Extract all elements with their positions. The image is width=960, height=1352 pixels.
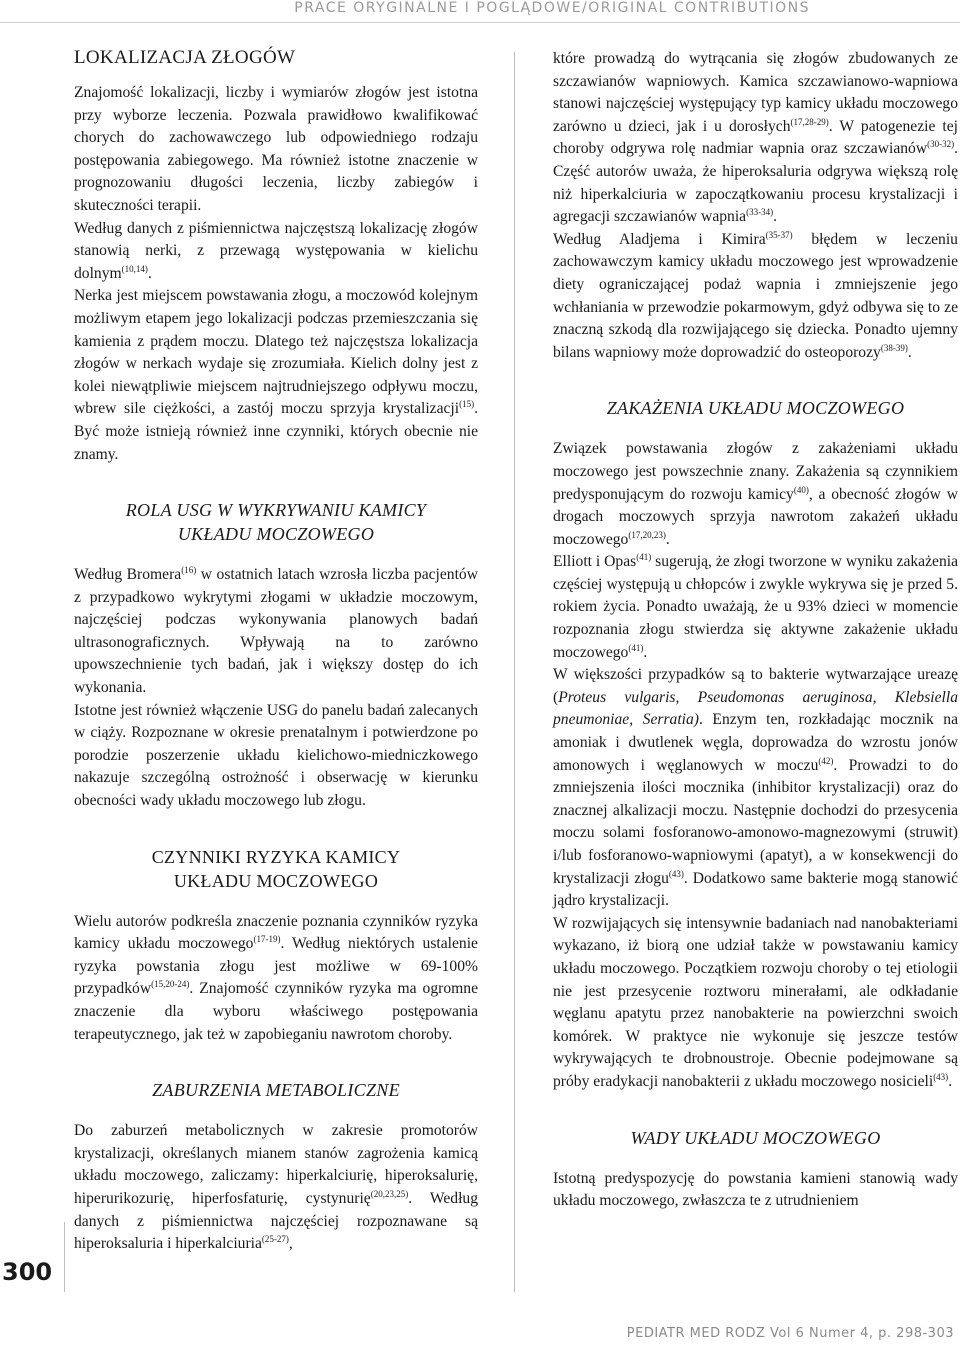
paragraph: W większości przypadków są to bakterie wytwarzające ureazę (Proteus vulgaris, Pseudomonas aeruginosa, Klebsiella pneumoniae, Serratia). Enzym ten, rozkładając mocznik na amoniak i dwutlenek węgla, doprowadza do wzrostu jonów amonowych i węglanowych w moczu$^{(42)}$. Prowadzi to do zmniejszenia ilości mocznika (inhibitor krystalizacji) oraz do znacznej alkalizacji moczu. Następnie dochodzi do przesycenia moczu solami fosforanowo-amonowo-magnezowymi (struwit) i/lub fosforanowo-wapniowymi (apatyt), a w konsekwencji do krystalizacji złogu$^{(43)}$. Dodatkowo same bakterie mogą stanowić jądro krystalizacji.	[553, 666, 959, 910]
paragraph: Wielu autorów podkreśla znaczenie poznania czynników ryzyka kamicy układu moczowego$^{(17-19)}$. Według niektórych ustalenie ryzyka powstania złogu jest możliwe w 69-100% przypadków$^{(15,20-24)}$. Znajomość czynników ryzyka ma ogromne znaczenie dla wyboru właściwego postępowania terapeutycznego, jak też w zapobieganiu nawrotom choroby.	[74, 912, 478, 1043]
citation-ref: (16)	[181, 565, 197, 576]
paragraph: Według danych z piśmiennictwa najczęstszą lokalizację złogów stanowią nerki, z przewagą występowania w kielichu dolnym$^{(10,14)}$.	[74, 219, 478, 282]
section-heading-zaburzenia: ZABURZENIA METABOLICZNE	[152, 1080, 400, 1101]
citation-ref: (42)	[818, 755, 834, 766]
citation-ref: (41)	[636, 552, 652, 563]
citation-ref: (43)	[933, 1071, 949, 1082]
page-number: 300	[2, 1258, 53, 1286]
section-heading-lokalizacja: LOKALIZACJA ZŁOGÓW	[74, 47, 296, 68]
citation-ref: (40)	[793, 484, 809, 495]
citation-ref: (20,23,25)	[370, 1188, 409, 1199]
section-heading-zakazenia: ZAKAŻENIA UKŁADU MOCZOWEGO	[606, 398, 905, 419]
left-column	[74, 46, 478, 1256]
right-column	[553, 48, 958, 1213]
citation-ref: (30-32)	[927, 139, 955, 150]
citation-ref: (17-19)	[253, 934, 281, 945]
paragraph: Nerka jest miejscem powstawania złogu, a moczowód kolejnym możliwym etapem jego lokalizacji podczas przemieszczania się kamienia z prądem moczu. Dlatego też najczęstsza lokalizacja złogów w nerkach wydaje się zrozumiała. Kielich dolny jest z kolei niewątpliwie miejscem najtrudniejszego odpływu moczu, wbrew sile ciężkości, a zastój moczu sprzyja krystalizacji$^{(15)}$. Być może istnieją również inne czynniki, których obecnie nie znamy.	[74, 287, 478, 463]
citation-ref: (43)	[668, 868, 684, 879]
paragraph: Według Bromera$^{(16)}$ w ostatnich latach wzrosła liczba pacjentów z przypadkowo wykrytymi złogami w układzie moczowym, najczęściej podczas wykonywania planowych badań ultrasonograficznych. Wpływają na to zarówno upowszechnienie tych badań, jak i większy dostęp do ich wykonania.	[74, 565, 478, 697]
paragraph: Elliott i Opas$^{(41)}$ sugerują, że złogi tworzone w wyniku zakażenia częściej występują u chłopców i zwykle wykrywa się je przed 5. rokiem życia. Ponadto uważają, że u 93% dzieci w momencie rozpoznania złogu stwierdza się aktywne zakażenie układu moczowego$^{(41)}$.	[553, 552, 958, 661]
citation-ref: (35-37)	[765, 229, 793, 240]
citation-ref: (33-34)	[746, 207, 774, 218]
paragraph: Do zaburzeń metabolicznych w zakresie promotorów krystalizacji, określanych mianem stanów zagrożenia kamicą układu moczowego, zaliczamy: hiperkalciurię, hiperoksalurię, hiperurikozurię, hiperfosfaturię, cystynurię$^{(20,23,25)}$. Według danych z piśmiennictwa najczęściej rozpoznawane są hiperoksaluria i hiperkalciuria$^{(25-27)}$,	[74, 1122, 478, 1253]
paragraph: W rozwijających się intensywnie badaniach nad nanobakteriami wykazano, iż biorą one udział także w powstawaniu kamicy układu moczowego. Początkiem rozwoju choroby o tej etiologii nie jest przesycenie roztworu minerałami, ale odkładanie węglanu apatytu przez nanobakterie na powierzchni swoich komórek. W praktyce nie wykonuje się jeszcze testów wykrywających te drobnoustroje. Obecnie podejmowane są próby eradykacji nanobakterii z układu moczowego nosicieli$^{(43)}$.	[553, 914, 958, 1090]
column-divider	[514, 52, 515, 1292]
paragraph: Związek powstawania złogów z zakażeniami układu moczowego jest powszechnie znany. Zakażenia są czynnikiem predysponującym do rozwoju kamicy$^{(40)}$, a obecność złogów w drogach moczowych sprzyja nawrotom zakażeń układu moczowego$^{(17,20,23)}$.	[553, 440, 958, 548]
footer-citation: PEDIATR MED RODZ Vol 6 Numer 4, p. 298-303	[626, 1326, 954, 1341]
citation-ref: (17,28-29)	[790, 116, 829, 127]
running-header: PRACE ORYGINALNE I POGLĄDOWE/ORIGINAL CONTRIBUTIONS	[294, 0, 810, 16]
paragraph: Według Aladjema i Kimira$^{(35-37)}$ błędem w leczeniu zachowawczym kamicy układu moczowego jest wprowadzenie diety ograniczającej podaż wapnia i zmniejszenie jego wchłaniania w przewodzie pokarmowym, gdyż odbywa się to ze znaczną szkodą dla rozwijającego się dziecka. Ponadto ujemny bilans wapniowy może doprowadzić do osteoporozy$^{(38-39)}$.	[553, 229, 958, 361]
citation-ref: (25-27)	[261, 1234, 289, 1245]
section-heading-czynniki: CZYNNIKI RYZYKA KAMICY UKŁADU MOCZOWEGO	[151, 846, 401, 891]
citation-ref: (10,14)	[121, 263, 148, 274]
citation-ref: (15,20-24)	[151, 979, 190, 990]
citation-ref: (15)	[459, 399, 475, 410]
section-heading-usg: ROLA USG W WYKRYWANIU KAMICY UKŁADU MOCZOWEGO	[125, 500, 427, 545]
citation-ref: (41)	[628, 642, 644, 653]
header-rule	[0, 22, 960, 23]
citation-ref: (38-39)	[880, 342, 908, 353]
paragraph: które prowadzą do wytrącania się złogów zbudowanych ze szczawianów wapniowych. Kamica szczawianowo-wapniowa stanowi najczęściej występujący typ kamicy układu moczowego zarówno u dzieci, jak i u dorosłych$^{(17,28-29)}$. W patogenezie tej choroby odgrywa rolę nadmiar wapnia oraz szczawianów$^{(30-32)}$. Część autorów uważa, że hiperoksaluria odgrywa większą rolę niż hiperkalciuria w zapoczątkowaniu procesu krystalizacji i agregacji szczawianów wapnia$^{(33-34)}$.	[553, 50, 958, 226]
paragraph: Znajomość lokalizacji, liczby i wymiarów złogów jest istotna przy wyborze leczenia. Pozwala prawidłowo kwalifikować chorych do zachowawczego lub odpowiedniego rodzaju postępowania zabiegowego. Ma również istotne znaczenie w prognozowaniu długości leczenia, liczby zabiegów i skuteczności terapii.	[74, 84, 478, 214]
citation-ref: (17,20,23)	[628, 529, 666, 540]
paragraph: Istotne jest również włączenie USG do panelu badań zalecanych w ciąży. Rozpoznane w okresie prenatalnym i potwierdzone po porodzie poszerzenie układu kielichowo-miedniczkowego nakazuje szczególną ostrożność i obserwację w kierunku obecności wady układu moczowego lub złogu.	[74, 701, 478, 810]
paragraph: Istotną predyspozycję do powstania kamieni stanowią wady układu moczowego, zwłaszcza te z utrudnieniem	[553, 1169, 958, 1210]
page-number-rule	[64, 1222, 65, 1292]
bacteria-species: Proteus vulgaris, Pseudomonas aeruginosa, Klebsiella pneumoniae, Serratia)	[553, 688, 958, 729]
section-heading-wady: WADY UKŁADU MOCZOWEGO	[630, 1127, 881, 1148]
